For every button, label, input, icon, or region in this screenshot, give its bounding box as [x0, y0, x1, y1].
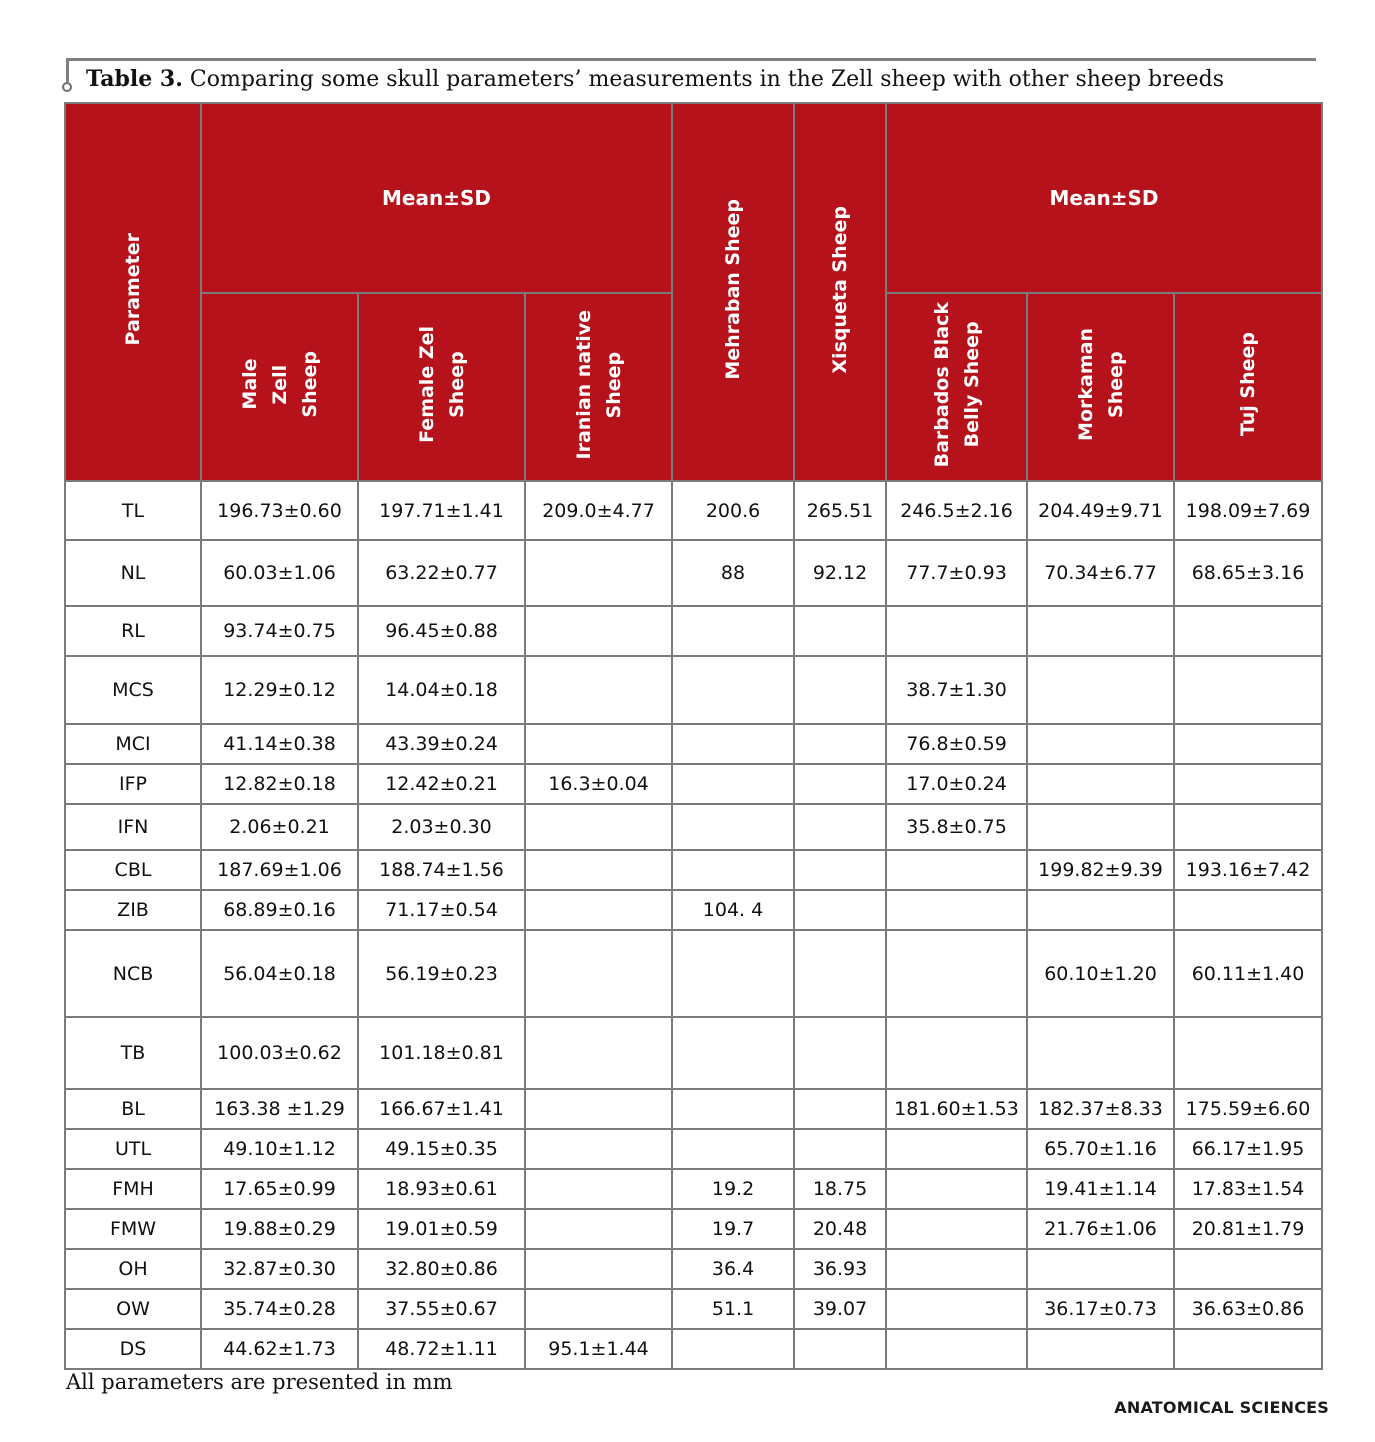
parameter-cell: IFN	[65, 804, 201, 850]
value-cell	[525, 1129, 672, 1169]
value-cell	[794, 724, 886, 764]
value-cell: 21.76±1.06	[1027, 1209, 1174, 1249]
header-barbados: Barbados Black Belly Sheep	[886, 293, 1027, 481]
value-cell: 71.17±0.54	[358, 890, 525, 930]
value-cell	[672, 850, 794, 890]
value-cell: 95.1±1.44	[525, 1329, 672, 1369]
table-row	[65, 481, 1322, 540]
parameter-cell: CBL	[65, 850, 201, 890]
value-cell	[794, 850, 886, 890]
parameter-cell: DS	[65, 1329, 201, 1369]
value-cell	[794, 1089, 886, 1129]
value-cell: 35.8±0.75	[886, 804, 1027, 850]
value-cell	[525, 1089, 672, 1129]
value-cell	[886, 930, 1027, 1017]
value-cell: 17.0±0.24	[886, 764, 1027, 804]
table-row	[65, 1249, 1322, 1289]
value-cell: 32.80±0.86	[358, 1249, 525, 1289]
table-row	[65, 764, 1322, 804]
value-cell: 19.01±0.59	[358, 1209, 525, 1249]
header-parameter: Parameter	[65, 103, 201, 481]
value-cell: 48.72±1.11	[358, 1329, 525, 1369]
table-body	[65, 481, 1322, 1369]
value-cell: 187.69±1.06	[201, 850, 358, 890]
value-cell	[1027, 656, 1174, 724]
value-cell: 41.14±0.38	[201, 724, 358, 764]
parameter-cell: IFP	[65, 764, 201, 804]
value-cell	[525, 1289, 672, 1329]
value-cell: 163.38 ±1.29	[201, 1089, 358, 1129]
value-cell	[1174, 606, 1322, 656]
header-group-mean-sd-left: Mean±SD	[201, 103, 672, 293]
caption-text: Comparing some skull parameters’ measurements in the Zell sheep with other sheep breeds	[189, 67, 1225, 92]
value-cell	[794, 1329, 886, 1369]
value-cell	[525, 1209, 672, 1249]
value-cell	[525, 724, 672, 764]
value-cell: 265.51	[794, 481, 886, 540]
value-cell: 51.1	[672, 1289, 794, 1329]
parameter-cell: FMW	[65, 1209, 201, 1249]
table-row	[65, 1129, 1322, 1169]
value-cell: 37.55±0.67	[358, 1289, 525, 1329]
value-cell	[886, 1289, 1027, 1329]
table-row	[65, 890, 1322, 930]
value-cell: 49.15±0.35	[358, 1129, 525, 1169]
table-row	[65, 540, 1322, 606]
value-cell: 197.71±1.41	[358, 481, 525, 540]
value-cell: 56.04±0.18	[201, 930, 358, 1017]
value-cell: 68.65±3.16	[1174, 540, 1322, 606]
value-cell: 182.37±8.33	[1027, 1089, 1174, 1129]
value-cell: 19.41±1.14	[1027, 1169, 1174, 1209]
value-cell: 36.4	[672, 1249, 794, 1289]
value-cell: 2.06±0.21	[201, 804, 358, 850]
value-cell: 93.74±0.75	[201, 606, 358, 656]
table-row	[65, 724, 1322, 764]
header-tuj: Tuj Sheep	[1174, 293, 1322, 481]
value-cell	[886, 1169, 1027, 1209]
value-cell: 18.93±0.61	[358, 1169, 525, 1209]
value-cell	[525, 656, 672, 724]
caption-tick	[66, 58, 69, 82]
value-cell	[1027, 1017, 1174, 1089]
value-cell: 60.11±1.40	[1174, 930, 1322, 1017]
value-cell	[794, 764, 886, 804]
value-cell: 18.75	[794, 1169, 886, 1209]
value-cell: 39.07	[794, 1289, 886, 1329]
value-cell: 60.10±1.20	[1027, 930, 1174, 1017]
table-row	[65, 1289, 1322, 1329]
parameter-cell: BL	[65, 1089, 201, 1129]
value-cell: 14.04±0.18	[358, 656, 525, 724]
table-row	[65, 1089, 1322, 1129]
header-female-zel: Female Zel Sheep	[358, 293, 525, 481]
value-cell: 17.83±1.54	[1174, 1169, 1322, 1209]
journal-logo: ANATOMICAL SCIENCES	[1114, 1398, 1329, 1417]
value-cell	[886, 1129, 1027, 1169]
value-cell	[672, 764, 794, 804]
caption-bullet-icon	[62, 82, 72, 92]
header-row-top	[65, 103, 1322, 293]
value-cell	[525, 1017, 672, 1089]
parameter-cell: MCS	[65, 656, 201, 724]
value-cell: 12.42±0.21	[358, 764, 525, 804]
parameter-cell: TB	[65, 1017, 201, 1089]
value-cell: 70.34±6.77	[1027, 540, 1174, 606]
value-cell	[794, 890, 886, 930]
value-cell: 2.03±0.30	[358, 804, 525, 850]
value-cell	[886, 1209, 1027, 1249]
value-cell: 193.16±7.42	[1174, 850, 1322, 890]
value-cell	[794, 606, 886, 656]
table-row	[65, 1329, 1322, 1369]
value-cell: 20.48	[794, 1209, 886, 1249]
value-cell	[672, 930, 794, 1017]
table-row	[65, 804, 1322, 850]
value-cell: 38.7±1.30	[886, 656, 1027, 724]
value-cell	[1174, 1017, 1322, 1089]
value-cell: 66.17±1.95	[1174, 1129, 1322, 1169]
header-xisqueta: Xisqueta Sheep	[794, 103, 886, 481]
table-row	[65, 850, 1322, 890]
value-cell: 12.29±0.12	[201, 656, 358, 724]
value-cell: 196.73±0.60	[201, 481, 358, 540]
value-cell: 20.81±1.79	[1174, 1209, 1322, 1249]
footnote: All parameters are presented in mm	[66, 1370, 453, 1394]
value-cell: 36.63±0.86	[1174, 1289, 1322, 1329]
value-cell: 32.87±0.30	[201, 1249, 358, 1289]
value-cell: 181.60±1.53	[886, 1089, 1027, 1129]
value-cell	[886, 1249, 1027, 1289]
value-cell	[525, 930, 672, 1017]
value-cell	[672, 1089, 794, 1129]
value-cell: 19.88±0.29	[201, 1209, 358, 1249]
value-cell: 60.03±1.06	[201, 540, 358, 606]
value-cell: 92.12	[794, 540, 886, 606]
value-cell: 101.18±0.81	[358, 1017, 525, 1089]
value-cell: 19.7	[672, 1209, 794, 1249]
value-cell	[525, 804, 672, 850]
value-cell	[1027, 1329, 1174, 1369]
value-cell: 175.59±6.60	[1174, 1089, 1322, 1129]
value-cell	[794, 1129, 886, 1169]
value-cell	[525, 890, 672, 930]
value-cell	[1027, 764, 1174, 804]
header-group-mean-sd-right: Mean±SD	[886, 103, 1322, 293]
parameter-cell: NCB	[65, 930, 201, 1017]
value-cell: 35.74±0.28	[201, 1289, 358, 1329]
table-row	[65, 656, 1322, 724]
value-cell	[1027, 724, 1174, 764]
caption-rule	[68, 58, 1316, 61]
parameter-cell: NL	[65, 540, 201, 606]
value-cell: 246.5±2.16	[886, 481, 1027, 540]
value-cell: 65.70±1.16	[1027, 1129, 1174, 1169]
parameter-cell: RL	[65, 606, 201, 656]
value-cell	[794, 656, 886, 724]
value-cell: 104. 4	[672, 890, 794, 930]
value-cell	[1027, 606, 1174, 656]
value-cell: 166.67±1.41	[358, 1089, 525, 1129]
header-morkaman: Morkaman Sheep	[1027, 293, 1174, 481]
value-cell: 200.6	[672, 481, 794, 540]
table-caption	[86, 64, 1224, 95]
value-cell: 49.10±1.12	[201, 1129, 358, 1169]
value-cell: 19.2	[672, 1169, 794, 1209]
parameter-cell: ZIB	[65, 890, 201, 930]
value-cell	[1027, 804, 1174, 850]
value-cell: 100.03±0.62	[201, 1017, 358, 1089]
value-cell: 188.74±1.56	[358, 850, 525, 890]
value-cell: 76.8±0.59	[886, 724, 1027, 764]
value-cell: 68.89±0.16	[201, 890, 358, 930]
value-cell: 199.82±9.39	[1027, 850, 1174, 890]
value-cell	[1174, 804, 1322, 850]
table-row	[65, 1209, 1322, 1249]
value-cell	[525, 606, 672, 656]
value-cell	[794, 930, 886, 1017]
parameter-cell: FMH	[65, 1169, 201, 1209]
value-cell	[525, 850, 672, 890]
parameter-cell: MCI	[65, 724, 201, 764]
parameter-cell: OH	[65, 1249, 201, 1289]
value-cell: 17.65±0.99	[201, 1169, 358, 1209]
value-cell	[672, 606, 794, 656]
table-row	[65, 930, 1322, 1017]
value-cell	[672, 1017, 794, 1089]
table-row	[65, 606, 1322, 656]
value-cell	[886, 606, 1027, 656]
value-cell: 43.39±0.24	[358, 724, 525, 764]
value-cell	[672, 1329, 794, 1369]
value-cell	[525, 540, 672, 606]
value-cell: 204.49±9.71	[1027, 481, 1174, 540]
value-cell	[1174, 1249, 1322, 1289]
value-cell	[1174, 764, 1322, 804]
value-cell	[794, 804, 886, 850]
value-cell	[1174, 724, 1322, 764]
value-cell	[886, 850, 1027, 890]
value-cell	[1174, 656, 1322, 724]
value-cell	[672, 724, 794, 764]
value-cell: 209.0±4.77	[525, 481, 672, 540]
value-cell: 77.7±0.93	[886, 540, 1027, 606]
value-cell	[672, 804, 794, 850]
value-cell: 36.17±0.73	[1027, 1289, 1174, 1329]
value-cell	[525, 1249, 672, 1289]
value-cell	[525, 1169, 672, 1209]
header-iranian-native: Iranian native Sheep	[525, 293, 672, 481]
value-cell: 56.19±0.23	[358, 930, 525, 1017]
value-cell: 36.93	[794, 1249, 886, 1289]
value-cell: 88	[672, 540, 794, 606]
value-cell	[1027, 890, 1174, 930]
value-cell: 16.3±0.04	[525, 764, 672, 804]
header-male-zell: Male Zell Sheep	[201, 293, 358, 481]
value-cell	[672, 1129, 794, 1169]
value-cell: 63.22±0.77	[358, 540, 525, 606]
header-mehraban: Mehraban Sheep	[672, 103, 794, 481]
caption-label: Table 3.	[86, 66, 183, 92]
value-cell: 96.45±0.88	[358, 606, 525, 656]
value-cell	[886, 1017, 1027, 1089]
parameter-cell: TL	[65, 481, 201, 540]
parameter-cell: UTL	[65, 1129, 201, 1169]
value-cell	[1027, 1249, 1174, 1289]
table-row	[65, 1169, 1322, 1209]
value-cell	[1174, 1329, 1322, 1369]
value-cell	[1174, 890, 1322, 930]
parameter-cell: OW	[65, 1289, 201, 1329]
value-cell	[794, 1017, 886, 1089]
value-cell	[886, 890, 1027, 930]
value-cell	[886, 1329, 1027, 1369]
table-row	[65, 1017, 1322, 1089]
comparison-table	[64, 102, 1323, 1370]
value-cell: 12.82±0.18	[201, 764, 358, 804]
value-cell: 44.62±1.73	[201, 1329, 358, 1369]
value-cell	[672, 656, 794, 724]
value-cell: 198.09±7.69	[1174, 481, 1322, 540]
